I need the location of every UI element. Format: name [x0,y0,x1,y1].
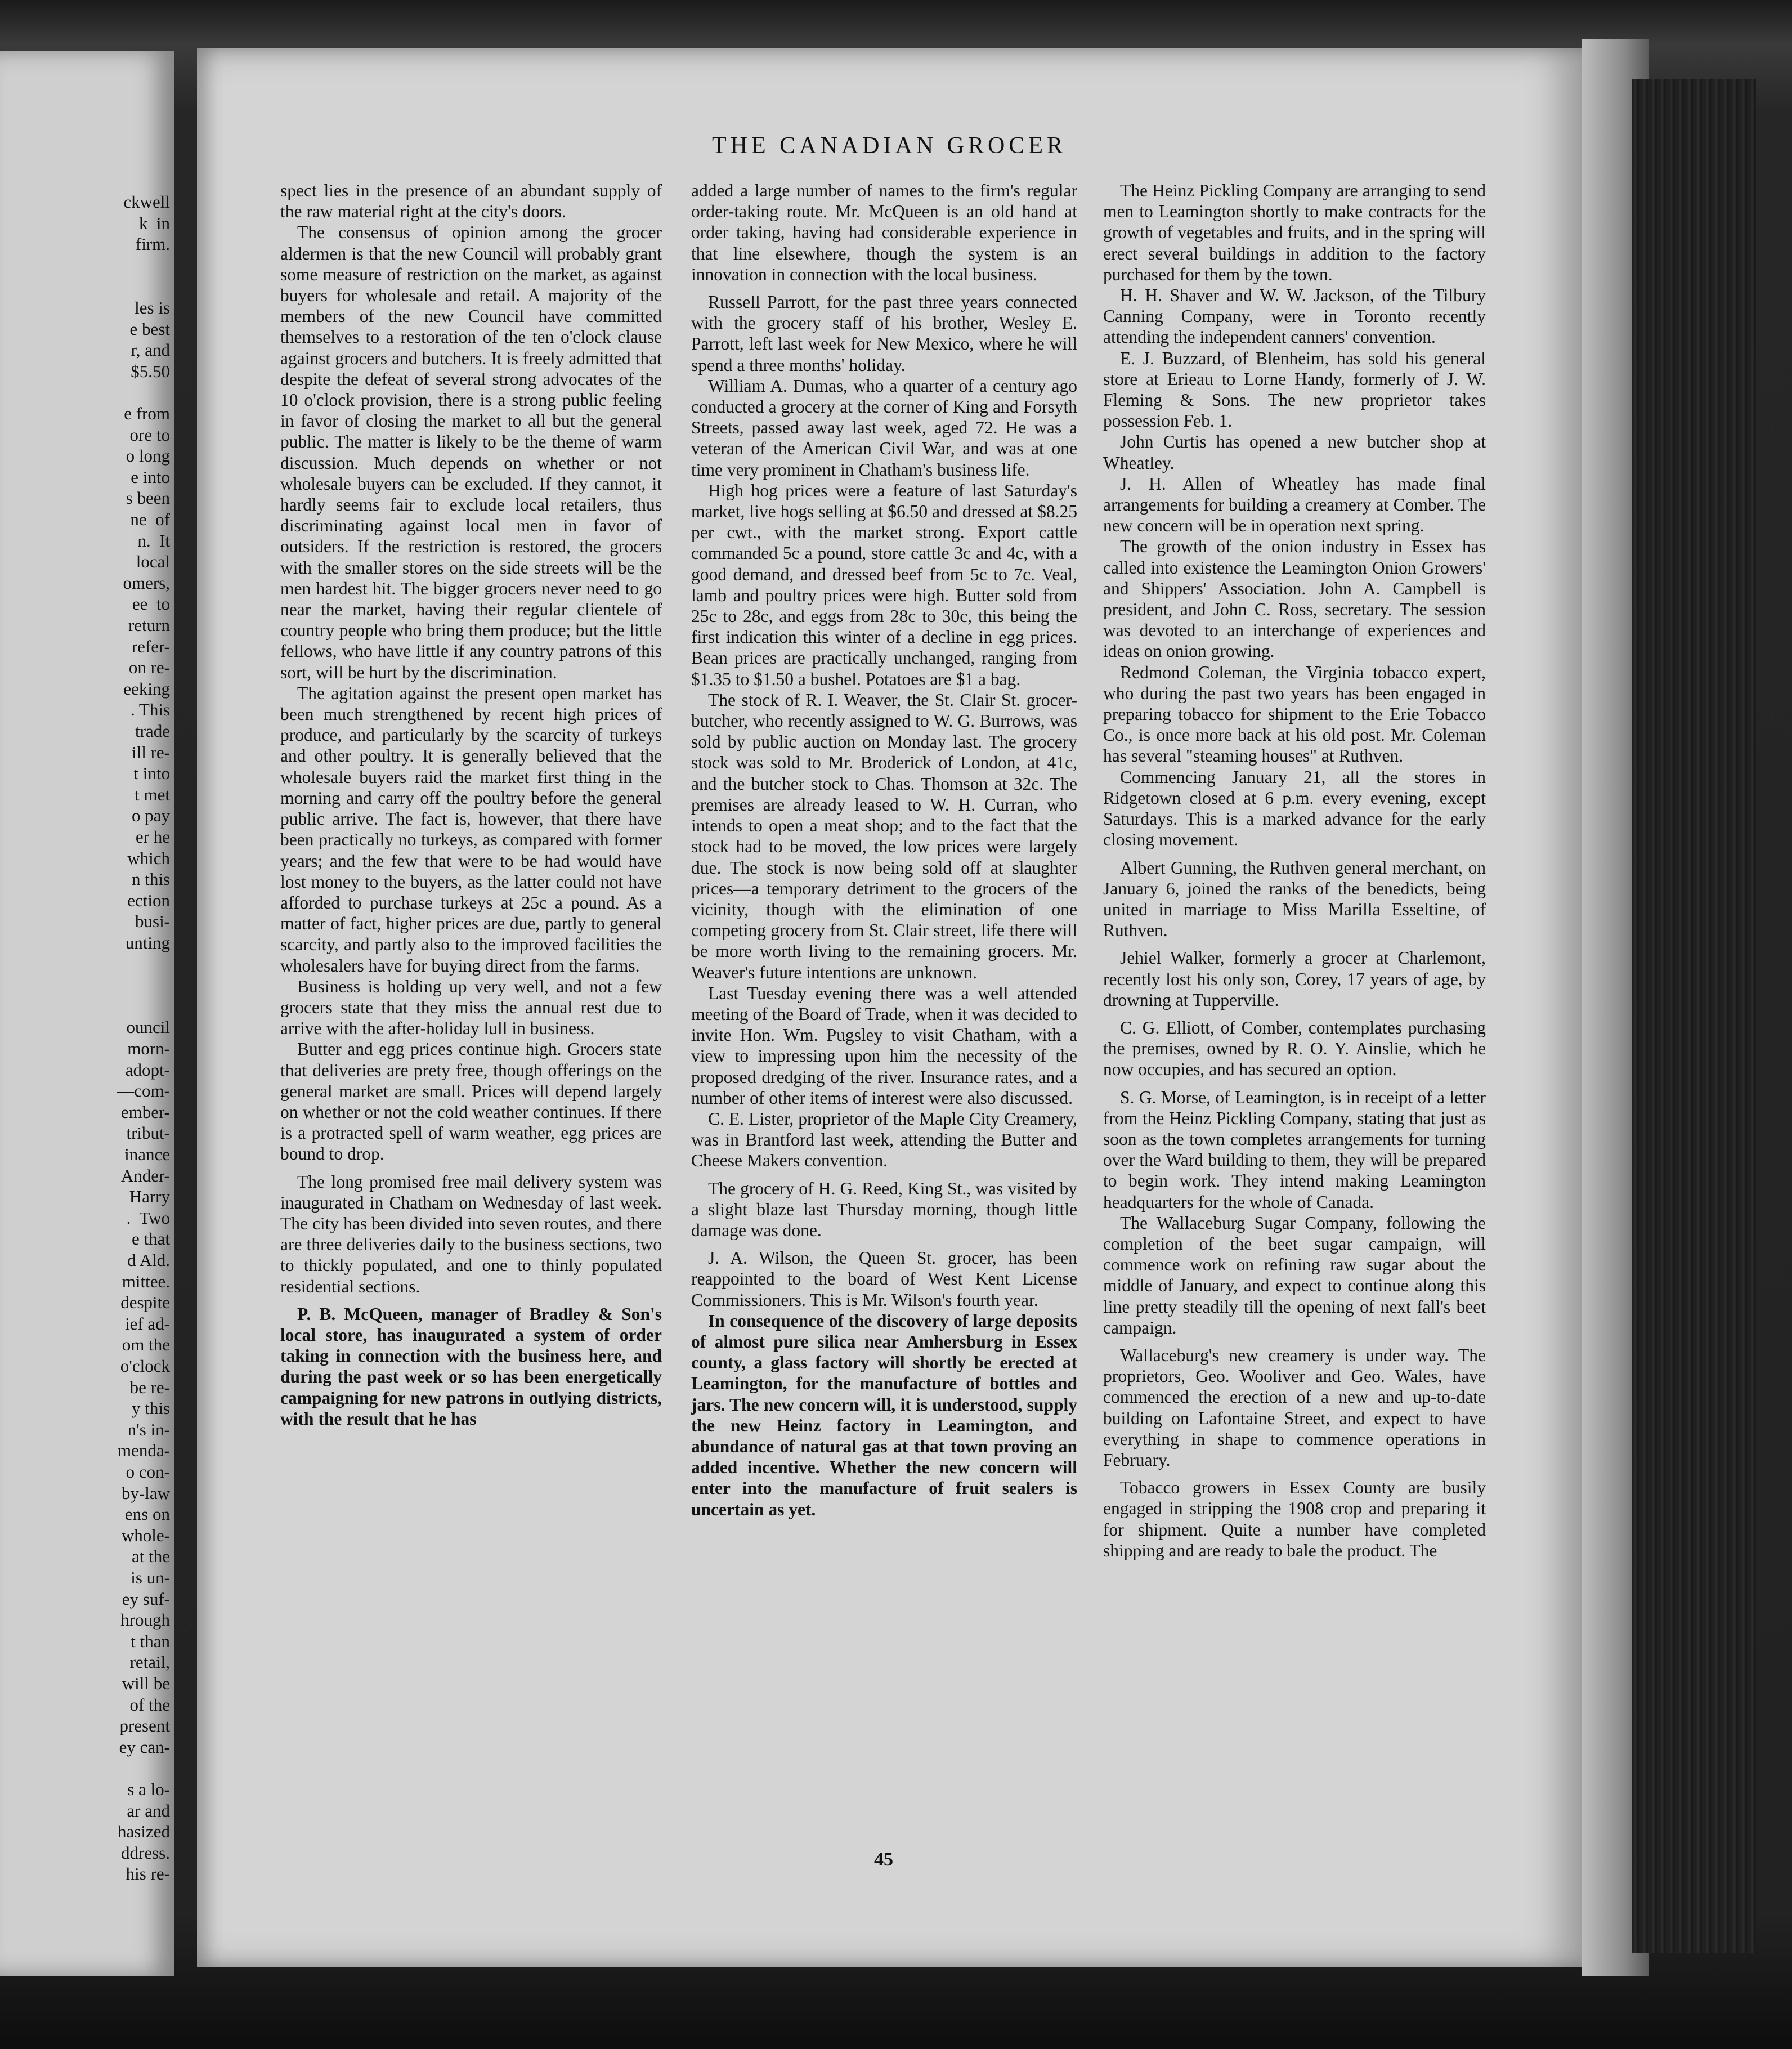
left-page-text-fragment: t met [135,784,170,804]
left-page-text-fragment: his re- [126,1864,170,1884]
column-1 [280,180,662,1858]
left-page-text-fragment: whole- [121,1525,170,1545]
article-paragraph: C. G. Elliott, of Comber, contemplates purchasing the premises, owned by R. O. Y. Ainslie, which he now occupies, and has secured an option. [1103,1017,1486,1080]
left-page-text-fragment: is un- [131,1568,170,1587]
left-page-text-fragment: o'clock [120,1356,170,1376]
left-page-fragment [0,51,174,1976]
left-page-text-fragment: ief ad- [124,1313,170,1334]
left-page-text-fragment: be re- [129,1377,170,1397]
left-page-text-fragment: ore to [129,424,170,445]
left-page-text-fragment: o long [126,446,170,466]
article-paragraph: William A. Dumas, who a quarter of a century ago conducted a grocery at the corner of King and Forsyth Streets, passed away last week, aged 72. He was a veteran of the American Civil War, and was at one time very prominent in Chatham's business life. [691,375,1077,480]
left-page-text-fragment: ey can- [119,1737,170,1757]
article-paragraph: The long promised free mail delivery system was inaugurated in Chatham on Wednesday of last week. The city has been divided into seven routes, and there are three deliveries daily to the business sections, two to thickly populated, and one to thinly populated residential sections. [280,1171,662,1296]
column-2 [691,180,1077,1858]
article-paragraph: High hog prices were a feature of last Saturday's market, live hogs selling at $6.50 and dressed at $8.25 per cwt., with the market strong. Export cattle commanded 5c a pound, store cattle 3c and 4c, with a good demand, and dressed beef from 5c to 7c. Veal, lamb and poultry prices were high. Butter sold from 25c to 28c, and eggs from 28c to 30c, this being the first indication this winter of a decline in egg prices. Bean prices are practically unchanged, ranging from $1.35 to $1.50 a bushel. Potatoes are $1 a bag. [691,480,1077,689]
left-page-text-fragment: n this [131,869,170,889]
left-page-text-fragment: s a lo- [127,1779,170,1799]
left-page-text-fragment: firm. [135,234,170,254]
left-page-text-fragment: present [119,1716,170,1736]
left-page-text-fragment: ember- [120,1102,170,1122]
left-page-text-fragment: o con- [126,1462,170,1482]
left-page-text-fragment: t into [133,763,170,784]
article-paragraph: H. H. Shaver and W. W. Jackson, of the Tilbury Canning Company, were in Toronto recently attending the independent canners' convention. [1103,285,1486,347]
left-page-text-fragment: o pay [131,806,170,826]
left-page-text-fragment: busi- [135,911,170,932]
left-page-text-fragment: menda- [118,1440,170,1461]
left-page-text-fragment: local [136,552,170,572]
left-page-text-fragment: ey suf- [122,1589,170,1609]
article-paragraph: John Curtis has opened a new butcher shop at Wheatley. [1103,432,1486,473]
left-page-text-fragment: will be [122,1674,170,1693]
left-page-text-fragment: omers, [123,572,170,593]
left-page-text-fragment: despite [120,1292,170,1313]
article-paragraph: Wallaceburg's new creamery is under way. The proprietors, Geo. Wooliver and Geo. Wales, have commenced the erection of a new and up-to-date building on Lafontaine Street, and expect to have everything in shape to commence operations in February. [1103,1345,1486,1470]
left-page-text-fragment: ens on [124,1504,170,1524]
left-page-text-fragment: ill re- [132,742,170,762]
left-page-text-fragment: . This [130,700,170,720]
article-paragraph: added a large number of names to the firm's regular order-taking route. Mr. McQueen is an old hand at order taking, having had considerable experience in that line elsewhere, though the system is an innovation in connection with the local business. [691,181,1077,284]
article-paragraph: J. H. Allen of Wheatley has made final arrangements for building a creamery at Comber. The new concern will be in operation next spring. [1103,473,1486,536]
left-page-text-fragment: e into [131,467,170,487]
running-header: THE CANADIAN GROCER [712,133,1067,159]
left-page-text-fragment: ee to [132,594,170,614]
left-page-text-fragment: ckwell [123,192,170,212]
left-page-text-fragment: r, and [131,340,170,360]
left-page-text-fragment: mittee. [122,1271,170,1291]
article-paragraph: P. B. McQueen, manager of Bradley & Son's local store, has inaugurated a system of order taking in connection with the business here, and during the past week or so has been energetically campaigning for new patrons in outlying districts, with the result that he has [280,1304,662,1429]
left-page-text-fragment: adopt- [125,1059,170,1080]
left-page-text-fragment: eeking [123,678,170,699]
left-page-text-fragment: on re- [128,657,170,678]
article-paragraph: Albert Gunning, the Ruthven general merchant, on January 6, joined the ranks of the benedicts, being united in marriage to Miss Marilla Esseltine, of Ruthven. [1103,857,1486,941]
left-page-text-fragment: e that [132,1229,170,1249]
left-page-text-fragment: d Ald. [127,1250,170,1270]
left-page-text-fragment: er he [135,827,170,847]
article-paragraph: spect lies in the presence of an abundant supply of the raw material right at the city's doors. [280,181,662,222]
left-page-text-fragment: refer- [131,636,170,656]
left-page-text-fragment: tribut- [126,1123,170,1143]
left-page-text-fragment: inance [124,1144,170,1164]
article-paragraph: Last Tuesday evening there was a well attended meeting of the Board of Trade, when it was decided to invite Hon. Wm. Pugsley to visit Chatham, with a view to impressing upon him the necessity of the proposed dredging of the river. Insurance rates, and a number of other items of interest were also discussed. [691,983,1077,1108]
left-page-text-fragment: —com- [117,1081,170,1101]
left-page-text-fragment: ddress. [121,1842,170,1863]
left-page-text-fragment: Harry [129,1187,170,1207]
left-page-text-fragment: e from [124,404,170,423]
article-paragraph: The consensus of opinion among the grocer aldermen is that the new Council will probably grant some measure of restriction on the market, as against buyers for wholesale and retail. A majority of the members of the new Council have committed themselves to a restoration of the ten o'clock clause against grocers and butchers. It is freely admitted that despite the defeat of several strong advocates of the 10 o'clock provision, there is a strong public feeling in favor of closing the market to all but the general public. The matter is likely to be the theme of warm discussion. Much depends on whether or not wholesale buyers can be excluded. If they cannot, it hardly seems fair to exclude local retailers, thus discriminating against local men in favor of outsiders. If the restriction is restored, the grocers with the smaller stores on the side streets will be the men hardest hit. The bigger grocers never need to go near the market, having their regular clientele of country people who bring them produce; but the little fellows, who have little if any country patrons of this sort, will be hurt by the discrimination. [280,222,662,682]
left-page-text-fragment: n's in- [127,1419,170,1439]
article-paragraph: C. E. Lister, proprietor of the Maple City Creamery, was in Brantford last week, attending the Butter and Cheese Makers convention. [691,1108,1077,1171]
left-page-text-fragment: trade [135,721,170,741]
left-page-text-fragment: retail, [129,1652,170,1672]
left-page-text-fragment: n. It [137,530,170,551]
left-page-text-fragment: $5.50 [131,361,170,381]
left-page-text-fragment: at the [132,1546,170,1567]
left-page-text-fragment: t than [131,1631,170,1651]
left-page-text-fragment: . Two [126,1207,170,1228]
left-page-text-fragment: ouncil [126,1017,170,1037]
page-number: 45 [874,1849,893,1870]
left-page-text-fragment: ection [127,890,170,910]
article-paragraph: E. J. Buzzard, of Blenheim, has sold his general store at Erieau to Lorne Handy, formerly of J. W. Fleming & Sons. The new proprietor takes possession Feb. 1. [1103,348,1486,431]
article-paragraph: Russell Parrott, for the past three years connected with the grocery staff of his brother, Wesley E. Parrott, left last week for New Mexico, where he will spend a three months' holiday. [691,292,1077,375]
article-paragraph: The grocery of H. G. Reed, King St., was visited by a slight blaze last Thursday morning, though little damage was done. [691,1178,1077,1240]
left-page-text-fragment: y this [131,1398,170,1419]
left-page-text-fragment: which [127,848,170,868]
left-page-text-fragment: ne of [130,509,170,529]
left-page-text-fragment: of the [129,1694,170,1715]
left-page-text-fragment: om the [122,1335,170,1355]
article-paragraph: The growth of the onion industry in Essex has called into existence the Leamington Onion Growers' and Shippers' Association. John A. Campbell is president, and John C. Ross, secretary. The session was devoted to an interchange of experiences and ideas on onion growing. [1103,536,1486,661]
book-page-block [1632,79,1756,1953]
column-3 [1103,180,1486,1858]
left-page-text-fragment: unting [125,933,170,952]
article-paragraph: The agitation against the present open market has been much strengthened by recent high prices of produce, and particularly by the scarcity of turkeys and other poultry. It is generally believed that the wholesale buyers raid the market first thing in the morning and carry off the poultry before the general public arrive. The fact is, however, that there have been practically no turkeys, as compared with former years; and the few that were to be had would have lost money to the buyers, as the latter could not have afforded to purchase turkeys at 25c a pound. As a matter of fact, higher prices are due, partly to general scarcity, and partly also to the improved facilities the wholesalers have for buying direct from the farms. [280,683,662,976]
left-page-text-fragment: Ander- [120,1165,170,1185]
article-paragraph: Redmond Coleman, the Virginia tobacco expert, who during the past two years has been engaged in preparing tobacco for shipment to the Erie Tobacco Co., is once more back at his old post. Mr. Coleman has several "steaming houses" at Ruthven. [1103,662,1486,766]
article-paragraph: The Wallaceburg Sugar Company, following the completion of the beet sugar campaign, will commence work on refining raw sugar about the middle of January, and expect to continue along this line pretty steadily till the opening of next fall's beet campaign. [1103,1213,1486,1337]
left-page-text-fragment: les is [135,298,170,317]
article-paragraph: In consequence of the discovery of large deposits of almost pure silica near Amhersburg in Essex county, a glass factory will shortly be erected at Leamington, for the manufacture of bottles and jars. The new concern will, it is understood, supply the new Heinz factory in Leamington, and abundance of natural gas at that town proving an added incentive. Whether the new concern will enter into the manufacture of fruit sealers is uncertain as yet. [691,1310,1077,1519]
left-page-text-fragment: e best [129,319,170,339]
article-paragraph: Business is holding up very well, and not a few grocers state that they miss the annual rest due to arrive with the after-holiday lull in business. [280,976,662,1039]
article-paragraph: Commencing January 21, all the stores in Ridgetown closed at 6 p.m. every evening, except Saturdays. This is a marked advance for the early closing movement. [1103,767,1486,850]
left-page-text-fragment: by-law [121,1483,170,1503]
left-page-text-fragment: k in [138,213,170,233]
left-page-text-fragment: morn- [127,1039,170,1058]
article-paragraph: The Heinz Pickling Company are arranging to send men to Leamington shortly to make contracts for the growth of vegetables and fruits, and in the spring will erect several buildings in addition to the factory purchased for them by the town. [1103,181,1486,284]
left-page-text-fragment: return [128,615,170,635]
article-paragraph: The stock of R. I. Weaver, the St. Clair St. grocer-butcher, who recently assigned to W. G. Burrows, was sold by public auction on Monday last. The grocery stock was sold to Mr. Broderick of London, at 41c, and the butcher stock to Chas. Thomson at 32c. The premises are already leased to W. H. Curran, who intends to open a meat shop; and to the fact that the stock had to be moved, the low prices were largely due. The stock is now being sold off at slaughter prices—a temporary detriment to the grocers of the vicinity, though with the elimination of one competing grocery from St. Clair street, life there will be more worth living to the remaining grocers. Mr. Weaver's future intentions are unknown. [691,690,1077,982]
left-page-text-fragment: ar and [127,1800,170,1820]
left-page-text-fragment: hasized [118,1822,170,1842]
left-page-text-fragment: s been [126,488,170,508]
article-paragraph: S. G. Morse, of Leamington, is in receipt of a letter from the Heinz Pickling Company, stating that just as soon as the town completes arrangements for turning over the Ward building to them, they will be prepared to begin work. They intend making Leamington headquarters for the whole of Canada. [1103,1087,1486,1212]
left-page-text-fragment: hrough [120,1610,170,1630]
article-paragraph: Jehiel Walker, formerly a grocer at Charlemont, recently lost his only son, Corey, 17 years of age, by drowning at Tupperville. [1103,948,1486,1010]
article-paragraph: J. A. Wilson, the Queen St. grocer, has been reappointed to the board of West Kent License Commissioners. This is Mr. Wilson's fourth year. [691,1248,1077,1310]
article-paragraph: Tobacco growers in Essex County are busily engaged in stripping the 1908 crop and preparing it for shipment. Quite a number have completed shipping and are ready to bale the product. The [1103,1478,1486,1560]
article-paragraph: Butter and egg prices continue high. Grocers state that deliveries are prety free, though offerings on the general market are small. Prices will depend largely on whether or not the cold weather continues. If there is a protracted spell of warm weather, egg prices are bound to drop. [280,1039,662,1164]
